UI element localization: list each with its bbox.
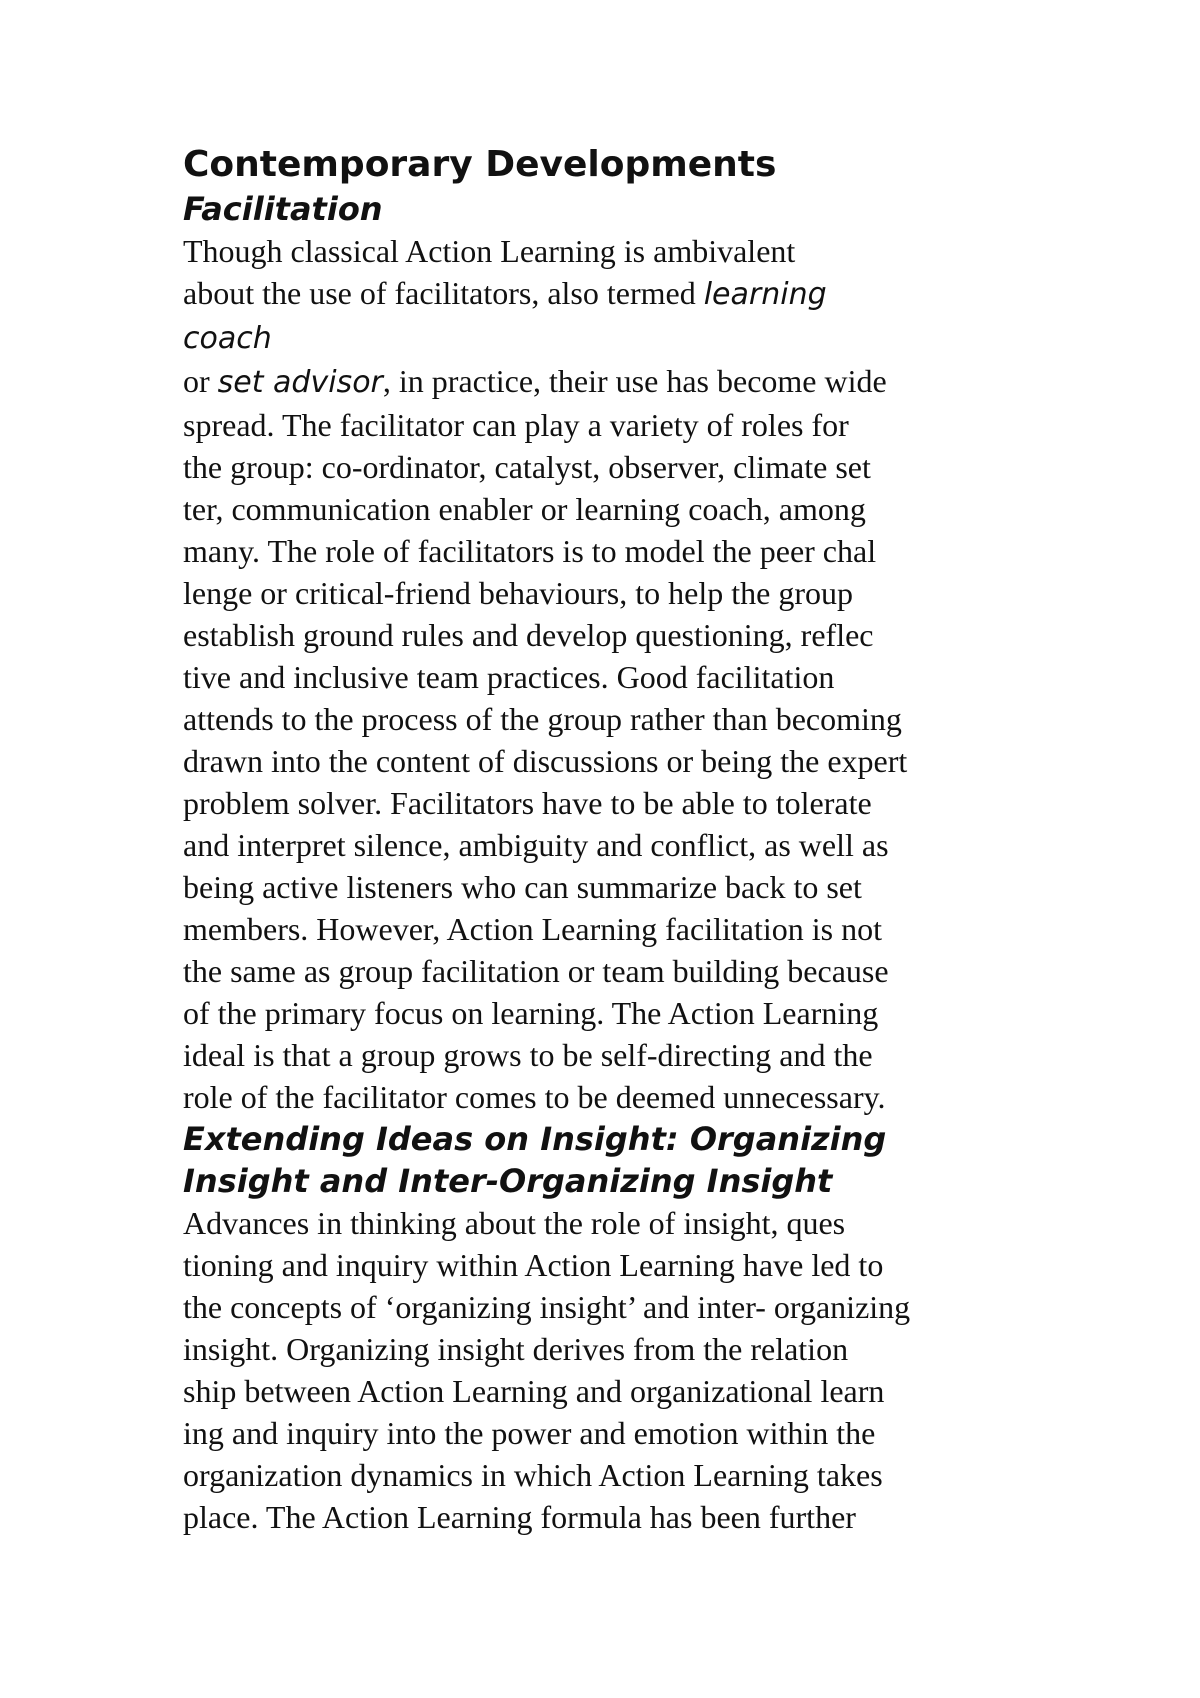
paragraph-line: [183, 272, 1063, 316]
paragraph-line: tive and inclusive team practices. Good facilitation: [183, 659, 835, 695]
paragraph-line: role of the facilitator comes to be deemed unnecessary.: [183, 1079, 886, 1115]
paragraph-line: ter, communication enabler or learning coach, among: [183, 491, 866, 527]
text-run: about the use of facilitators, also termed: [183, 275, 704, 311]
paragraph-line: attends to the process of the group rather than becoming: [183, 701, 902, 737]
paragraph-line: ship between Action Learning and organizational learn: [183, 1373, 885, 1409]
paragraph-line: insight. Organizing insight derives from the relation: [183, 1331, 849, 1367]
section-title-insight: Extending Ideas on Insight: Organizing: [183, 1120, 887, 1158]
paragraph-line: spread. The facilitator can play a variety of roles for: [183, 407, 849, 443]
page-title: Contemporary Developments: [183, 144, 777, 185]
section-title-facilitation: Facilitation: [183, 190, 383, 228]
emphasis-term: learning: [703, 277, 827, 312]
paragraph-line: lenge or critical-friend behaviours, to help the group: [183, 575, 853, 611]
paragraph-line: place. The Action Learning formula has been further: [183, 1499, 856, 1535]
paragraph-line: the concepts of ‘organizing insight’ and inter- organizing: [183, 1289, 911, 1325]
emphasis-term: coach: [183, 321, 272, 356]
paragraph-line: drawn into the content of discussions or being the expert: [183, 743, 908, 779]
paragraph-line: many. The role of facilitators is to model the peer chal: [183, 533, 877, 569]
document-page: [183, 142, 1063, 1538]
paragraph-line: problem solver. Facilitators have to be able to tolerate: [183, 785, 872, 821]
paragraph-line: [183, 360, 1063, 404]
paragraph-line: [183, 316, 1063, 360]
text-run: or: [183, 363, 218, 399]
paragraph-line: the same as group facilitation or team building because: [183, 953, 889, 989]
paragraph-line: Though classical Action Learning is ambivalent: [183, 233, 796, 269]
paragraph-line: ing and inquiry into the power and emotion within the: [183, 1415, 876, 1451]
paragraph-line: establish ground rules and develop questioning, reflec: [183, 617, 874, 653]
paragraph-line: the group: co-ordinator, catalyst, observer, climate set: [183, 449, 871, 485]
paragraph-line: being active listeners who can summarize back to set: [183, 869, 862, 905]
paragraph-line: tioning and inquiry within Action Learning have led to: [183, 1247, 884, 1283]
text-run: , in practice, their use has become wide: [382, 363, 887, 399]
emphasis-term: set advisor: [217, 365, 383, 400]
paragraph-line: and interpret silence, ambiguity and conflict, as well as: [183, 827, 889, 863]
paragraph-line: ideal is that a group grows to be self-directing and the: [183, 1037, 873, 1073]
paragraph-line: of the primary focus on learning. The Action Learning: [183, 995, 879, 1031]
paragraph-line: members. However, Action Learning facilitation is not: [183, 911, 882, 947]
paragraph-line: Advances in thinking about the role of insight, ques: [183, 1205, 846, 1241]
paragraph-line: organization dynamics in which Action Learning takes: [183, 1457, 883, 1493]
section-title-insight: Insight and Inter-Organizing Insight: [183, 1162, 833, 1200]
